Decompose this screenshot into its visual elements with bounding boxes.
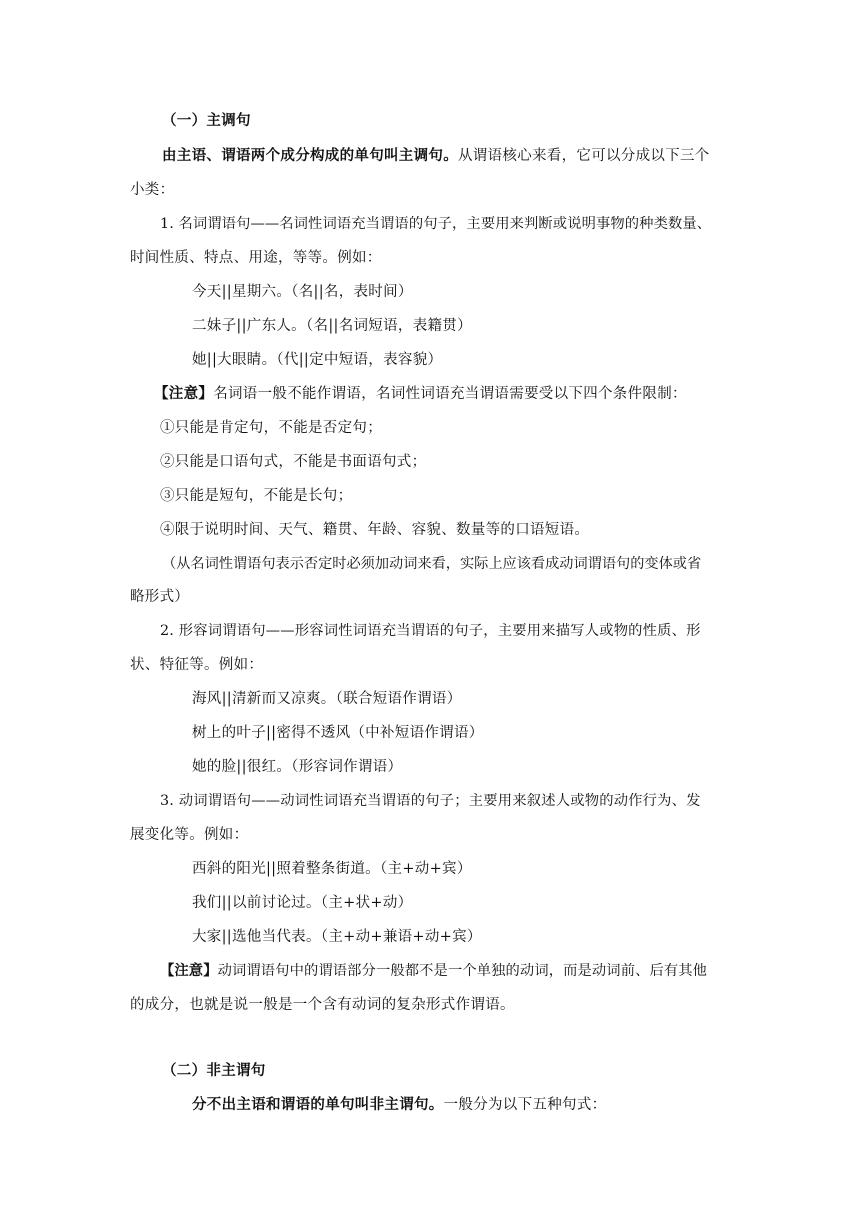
intro-line-2: 小类： xyxy=(130,182,175,198)
section-heading-text: （一）主调句 xyxy=(162,112,251,129)
note-line xyxy=(154,384,687,404)
note-label: 【注意】 xyxy=(160,963,218,979)
condition-line: ④限于说明时间、天气、籍贯、年龄、容貌、数量等的口语短语。 xyxy=(160,522,590,538)
item-3-line-1: 3. 动词谓语句——动词性词语充当谓语的句子；主要用来叙述人或物的动作行为、发 xyxy=(160,793,701,809)
definition-bold: 分不出主语和谓语的单句叫非主谓句。 xyxy=(192,1096,444,1113)
section-heading xyxy=(162,111,251,131)
example-line: 大家||选他当代表。（主+动+兼语+动+宾） xyxy=(192,929,482,945)
condition-line: ②只能是口语句式，不能是书面语句式； xyxy=(160,454,427,470)
example-line: 二妹子||广东人。（名||名词短语，表籍贯） xyxy=(192,318,472,334)
example-line: 今天||星期六。（名||名，表时间） xyxy=(192,284,413,300)
condition-line: ③只能是短句，不能是长句； xyxy=(160,488,353,504)
example-line: 我们||以前讨论过。（主+状+动） xyxy=(192,895,413,911)
intro-text: 一般分为以下五种句式： xyxy=(443,1097,607,1113)
item-1-line-1: 1. 名词谓语句——名词性词语充当谓语的句子，主要用来判断或说明事物的种类数量、 xyxy=(160,216,712,232)
intro-line xyxy=(162,146,710,166)
remark-line-1: （从名词性谓语句表示否定时必须加动词来看，实际上应该看成动词谓语句的变体或省 xyxy=(162,556,702,572)
note-line-2: 的成分，也就是说一般是一个含有动词的复杂形式作谓语。 xyxy=(130,997,515,1013)
item-2-line-1: 2. 形容词谓语句——形容词性词语充当谓语的句子，主要用来描写人或物的性质、形 xyxy=(160,623,701,639)
definition-bold: 由主语、谓语两个成分构成的单句叫主调句。 xyxy=(162,147,458,164)
note-text: 动词谓语句中的谓语部分一般都不是一个单独的动词，而是动词前、后有其他 xyxy=(217,963,708,979)
intro-text: 从谓语核心来看，它可以分成以下三个 xyxy=(458,148,710,164)
note-label: 【注意】 xyxy=(154,385,214,402)
note-text: 名词语一般不能作谓语，名词性词语充当谓语需要受以下四个条件限制： xyxy=(213,386,687,402)
item-1-line-2: 时间性质、特点、用途，等等。例如： xyxy=(130,250,382,266)
note-line xyxy=(160,961,707,981)
section-heading-text: （二）非主谓句 xyxy=(162,1062,266,1079)
intro-line xyxy=(192,1095,606,1115)
example-line: 海风||清新而又凉爽。（联合短语作谓语） xyxy=(192,691,462,707)
example-line: 她||大眼睛。（代||定中短语，表容貌） xyxy=(192,352,443,368)
remark-line-2: 略形式） xyxy=(130,589,190,605)
example-line: 树上的叶子||密得不透风（中补短语作谓语） xyxy=(192,725,484,741)
example-line: 她的脸||很红。（形容词作谓语） xyxy=(192,759,403,775)
item-2-line-2: 状、特征等。例如： xyxy=(130,657,264,673)
section-heading xyxy=(162,1061,266,1081)
example-line: 西斜的阳光||照着整条街道。（主+动+宾） xyxy=(192,861,472,877)
item-3-line-2: 展变化等。例如： xyxy=(130,827,249,843)
condition-line: ①只能是肯定句，不能是否定句； xyxy=(160,420,382,436)
